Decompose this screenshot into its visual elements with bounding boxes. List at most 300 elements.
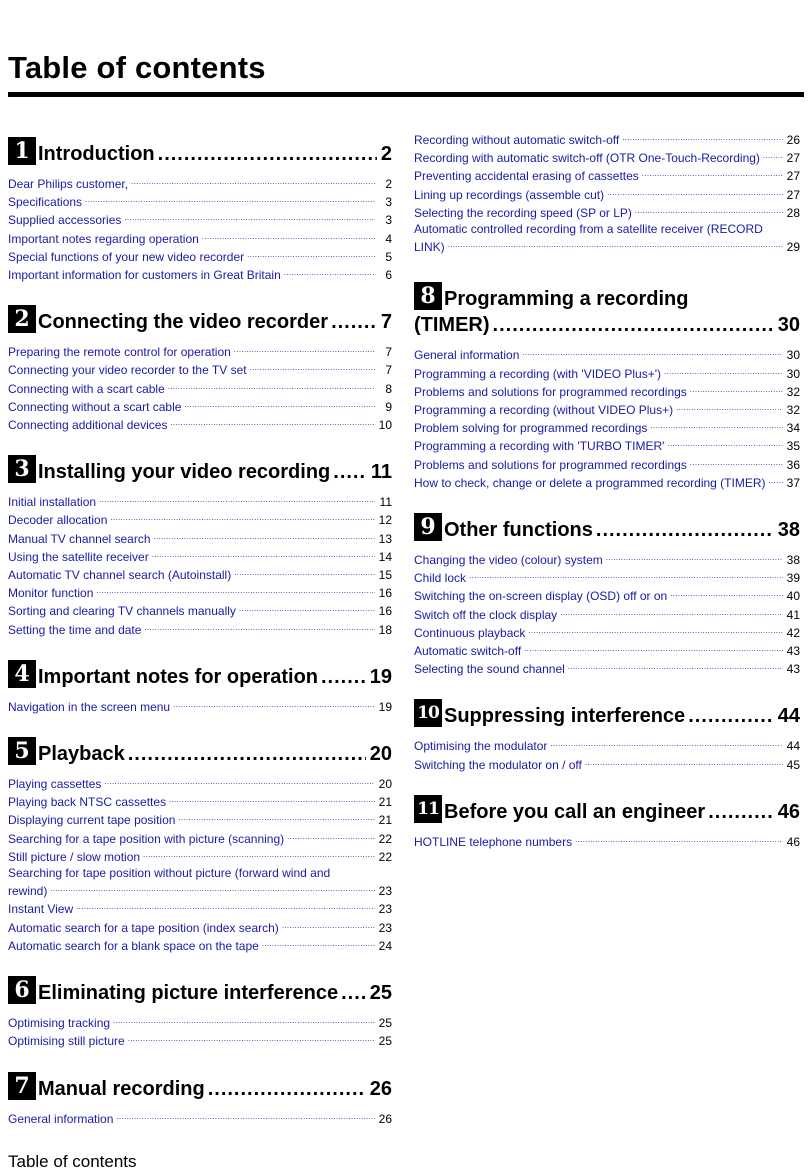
dot-leader: [96, 583, 375, 599]
toc-entry-title: Connecting without a scart cable: [8, 399, 182, 414]
toc-entry-line2: [414, 237, 800, 255]
toc-entry-title: Recording without automatic switch-off: [414, 133, 620, 147]
toc-entry-title: Still picture / slow motion: [8, 849, 141, 864]
dot-leader: [124, 210, 375, 226]
toc-entry-link[interactable]: [8, 899, 392, 917]
toc-entry-page: 45: [786, 757, 800, 772]
toc-entry-title: Selecting the recording speed (SP or LP): [414, 205, 632, 220]
toc-entry-title: Searching for tape position without picture (forward wind and: [8, 866, 331, 881]
toc-entry-title: Playing back NTSC cassettes: [8, 795, 167, 810]
dot-leader: [169, 792, 375, 808]
toc-entry-title: Automatic search for a tape position (index search): [8, 920, 279, 935]
toc-entry-page: 2: [385, 177, 392, 191]
toc-entry-page: 38: [786, 553, 800, 568]
toc-section-4: [8, 661, 392, 715]
toc-entry-title: Lining up recordings (assemble cut): [414, 187, 605, 202]
toc-entry-link[interactable]: [8, 810, 392, 828]
dot-leader: [522, 345, 783, 361]
toc-section-9: [414, 514, 800, 677]
chapter-heading-text: [38, 981, 392, 1005]
dot-leader: [690, 382, 783, 398]
toc-left-column: [8, 138, 392, 1150]
toc-entry-link[interactable]: [8, 829, 392, 847]
toc-entry-page: 37: [786, 475, 800, 490]
toc-entry-title: Automatic TV channel search (Autoinstall): [8, 568, 232, 583]
dot-leader: [606, 550, 783, 566]
toc-entry-page: 32: [786, 403, 800, 418]
toc-entry-page: 25: [378, 1034, 392, 1049]
chapter-heading-line2: [414, 313, 800, 337]
dot-leader: [284, 265, 375, 281]
chapter-heading-link[interactable]: [8, 1073, 392, 1101]
dot-leader: [170, 415, 375, 431]
chapter-title: Important notes for operation: [38, 665, 318, 688]
dot-leader: [635, 203, 783, 219]
toc-entry-link[interactable]: [8, 918, 392, 936]
dot-leader: [128, 742, 366, 766]
toc-entry-page: 5: [385, 249, 392, 264]
toc-entry-title: Programming a recording with 'TURBO TIMER': [414, 439, 665, 454]
toc-entry-title: Decoder allocation: [8, 513, 108, 528]
chapter-number-badge: 1: [8, 137, 36, 165]
chapter-number-badge: 3: [8, 455, 36, 483]
chapter-page: 19: [369, 665, 392, 688]
toc-entry-page: 9: [385, 399, 392, 414]
dot-leader: [128, 1031, 375, 1047]
toc-entry-link[interactable]: [8, 847, 392, 865]
toc-entry-title: HOTLINE telephone numbers: [414, 834, 573, 849]
dot-leader: [168, 379, 375, 395]
toc-entry-title: Displaying current tape position: [8, 813, 176, 828]
chapter-title: Installing your video recording: [38, 461, 331, 484]
toc-entry-page: 27: [786, 151, 800, 166]
toc-entry-title-cont: rewind): [8, 884, 48, 899]
toc-entry-page: 27: [786, 187, 800, 202]
toc-entry-link[interactable]: [8, 697, 392, 715]
chapter-heading-link[interactable]: [414, 700, 800, 728]
dot-leader: [568, 659, 783, 675]
toc-section-8: [414, 283, 800, 491]
toc-entry-page: 21: [378, 813, 392, 828]
toc-entry-title: Switch off the clock display: [414, 607, 558, 622]
toc-section-6: [8, 977, 392, 1049]
toc-entry-list: [414, 736, 800, 772]
chapter-heading-text: [38, 142, 392, 166]
toc-entry-link[interactable]: [8, 247, 392, 265]
toc-entry-page: 23: [378, 902, 392, 917]
toc-entry-page: 29: [786, 240, 800, 255]
chapter-title: Introduction: [38, 143, 155, 165]
chapter-number-badge: 9: [414, 513, 442, 541]
dot-leader: [596, 518, 774, 542]
toc-entry-title: Continuous playback: [414, 625, 526, 640]
toc-entry-page: 11: [379, 495, 392, 510]
title-rule: [8, 92, 804, 97]
toc-entry-link[interactable]: [414, 130, 800, 148]
toc-entry-page: 32: [786, 384, 800, 399]
dot-leader: [152, 547, 375, 563]
chapter-heading-link[interactable]: [414, 283, 800, 337]
toc-entry-link[interactable]: [414, 418, 800, 436]
toc-entry-page: 12: [378, 513, 392, 528]
toc-right-column: [414, 130, 800, 873]
chapter-page: 7: [380, 311, 392, 334]
chapter-heading-text: [444, 704, 800, 728]
chapter-heading-link[interactable]: [8, 977, 392, 1005]
dot-leader: [144, 620, 375, 636]
toc-entry-title: Optimising still picture: [8, 1034, 125, 1049]
toc-section-11: [414, 796, 800, 850]
dot-leader: [234, 565, 375, 581]
toc-entry-link[interactable]: [414, 550, 800, 568]
chapter-page: 38: [777, 519, 800, 542]
toc-entry-title: Supplied accessories: [8, 213, 122, 228]
toc-entry-page: 41: [786, 607, 800, 622]
toc-entry-title: Selecting the sound channel: [414, 662, 565, 677]
toc-entry-title: Switching the on-screen display (OSD) off or on: [414, 589, 668, 604]
chapter-page: 44: [777, 705, 800, 728]
toc-entry-link[interactable]: [8, 360, 392, 378]
toc-entry-title: General information: [414, 348, 520, 363]
chapter-title: Programming a recording: [444, 288, 689, 311]
toc-entry-title: Setting the time and date: [8, 622, 142, 637]
toc-entry-link[interactable]: [8, 192, 392, 210]
toc-entry-list: [8, 697, 392, 715]
chapter-heading-link[interactable]: [8, 138, 392, 166]
toc-entry-link[interactable]: [414, 400, 800, 418]
dot-leader: [448, 237, 783, 253]
dot-leader: [763, 148, 783, 164]
toc-entry-list: [8, 1109, 392, 1127]
toc-entry-title: Problem solving for programmed recordings: [414, 421, 648, 436]
toc-entry-link[interactable]: [414, 382, 800, 400]
toc-entry-link[interactable]: [414, 221, 800, 255]
toc-entry-list: [414, 345, 800, 491]
toc-entry-page: 26: [378, 1111, 392, 1126]
chapter-number-badge: 6: [8, 976, 36, 1004]
dot-leader: [131, 174, 375, 190]
toc-entry-link[interactable]: [414, 166, 800, 184]
toc-entry-title: Preventing accidental erasing of cassettes: [414, 169, 639, 184]
toc-entry-page: 35: [786, 439, 800, 454]
toc-entry-link[interactable]: [8, 1013, 392, 1031]
dot-leader: [99, 492, 375, 508]
toc-entry-title: Recording with automatic switch-off (OTR One-Touch-Recording): [414, 151, 760, 166]
toc-section-7: [8, 1073, 392, 1127]
chapter-title: Manual recording: [38, 1077, 205, 1100]
dot-leader: [650, 418, 783, 434]
toc-entry-title: Specifications: [8, 195, 83, 210]
toc-entry-title: Navigation in the screen menu: [8, 699, 171, 714]
chapter-number-badge: 2: [8, 305, 36, 333]
toc-entry-page: 16: [378, 604, 392, 619]
toc-entry-page: 34: [786, 421, 800, 436]
dot-leader: [667, 436, 783, 452]
toc-entry-page: 24: [378, 938, 392, 953]
chapter-number-badge: 5: [8, 737, 36, 765]
chapter-number-badge: 8: [414, 282, 442, 310]
toc-entry-link[interactable]: [414, 203, 800, 221]
toc-entry-link[interactable]: [8, 565, 392, 583]
chapter-heading-text: [38, 310, 392, 334]
dot-leader: [341, 981, 366, 1005]
toc-entry-link[interactable]: [414, 641, 800, 659]
toc-entry-title: Monitor function: [8, 586, 94, 601]
chapter-heading-text: [444, 800, 800, 824]
toc-entry-title: Automatic controlled recording from a satellite receiver (RECORD: [414, 222, 763, 237]
toc-entry-link[interactable]: [8, 936, 392, 954]
dot-leader: [239, 601, 375, 617]
dot-leader: [116, 1109, 375, 1125]
toc-entry-link[interactable]: [8, 492, 392, 510]
chapter-page: 20: [369, 743, 392, 766]
chapter-heading-text: [38, 1077, 392, 1101]
toc-entry-page: 39: [786, 571, 800, 586]
toc-entry-title: Important notes regarding operation: [8, 231, 199, 246]
dot-leader: [113, 1013, 375, 1029]
toc-entry-link[interactable]: [8, 379, 392, 397]
dot-leader: [528, 623, 783, 639]
toc-entry-link[interactable]: [8, 229, 392, 247]
toc-entry-link[interactable]: [414, 364, 800, 382]
chapter-page: 2: [380, 143, 392, 165]
toc-section-2: [8, 306, 392, 433]
dot-leader: [154, 529, 375, 545]
dot-leader: [560, 605, 783, 621]
toc-entry-page: 3: [385, 213, 392, 228]
toc-entry-page: 10: [378, 418, 392, 433]
toc-entry-title: Dear Philips customer,: [8, 177, 129, 191]
dot-leader: [234, 342, 375, 358]
toc-entry-title: Using the satellite receiver: [8, 549, 149, 564]
dot-leader: [158, 142, 377, 166]
toc-entry-link[interactable]: [414, 586, 800, 604]
dot-leader: [688, 704, 774, 728]
toc-entry-page: 16: [378, 586, 392, 601]
dot-leader: [676, 400, 783, 416]
chapter-number-badge: 11: [414, 795, 442, 823]
toc-entry-title: Programming a recording (without VIDEO Plus+): [414, 403, 674, 418]
toc-entry-link[interactable]: [414, 605, 800, 623]
toc-entry-page: 30: [786, 348, 800, 363]
toc-entry-page: 23: [378, 920, 392, 935]
chapter-title: Suppressing interference: [444, 705, 686, 728]
chapter-heading-line1: [414, 283, 800, 311]
dot-leader: [708, 800, 774, 824]
toc-entry-page: 25: [378, 1016, 392, 1031]
chapter-number-badge: 4: [8, 660, 36, 688]
toc-entry-page: 21: [378, 795, 392, 810]
dot-leader: [493, 313, 774, 337]
chapter-heading-link[interactable]: [8, 456, 392, 484]
dot-leader: [550, 736, 783, 752]
toc-entry-link[interactable]: [414, 832, 800, 850]
toc-entry-title: Optimising tracking: [8, 1016, 111, 1031]
toc-entry-title: Playing cassettes: [8, 777, 102, 792]
chapter-page: 26: [369, 1077, 392, 1100]
toc-entry-link[interactable]: [414, 148, 800, 166]
toc-entry-link[interactable]: [8, 529, 392, 547]
dot-leader: [282, 918, 375, 934]
toc-entry-title: Programming a recording (with 'VIDEO Plus+'): [414, 366, 662, 381]
toc-entry-page: 30: [786, 366, 800, 381]
chapter-page: 30: [777, 314, 800, 337]
toc-entry-page: 3: [385, 195, 392, 210]
toc-entry-link[interactable]: [8, 865, 392, 899]
dot-leader: [287, 829, 375, 845]
toc-entry-title: Searching for a tape position with picture (scanning): [8, 831, 285, 846]
toc-entry-link[interactable]: [414, 755, 800, 773]
toc-entry-link[interactable]: [8, 792, 392, 810]
toc-section-3: [8, 456, 392, 638]
toc-entry-link[interactable]: [8, 620, 392, 638]
toc-entry-link[interactable]: [8, 1031, 392, 1049]
toc-entry-page: 42: [786, 625, 800, 640]
toc-entry-link[interactable]: [414, 736, 800, 754]
toc-entry-page: 28: [786, 205, 800, 220]
toc-entry-line2: [8, 881, 392, 899]
toc-entry-list: [8, 342, 392, 433]
toc-entry-page: 8: [385, 381, 392, 396]
toc-entry-page: 7: [385, 345, 392, 360]
toc-entry-title: Problems and solutions for programmed recordings: [414, 457, 687, 472]
chapter-title: Before you call an engineer: [444, 800, 706, 823]
toc-entry-page: 43: [786, 644, 800, 659]
toc-entry-link[interactable]: [414, 623, 800, 641]
toc-entry-title: General information: [8, 1111, 114, 1126]
toc-entry-list: [8, 1013, 392, 1049]
chapter-title-cont: (TIMER): [414, 314, 490, 337]
toc-entry-title: Important information for customers in Great Britain: [8, 268, 281, 283]
dot-leader: [262, 936, 375, 952]
chapter-heading-text: [38, 460, 392, 484]
toc-entry-page: 20: [378, 777, 392, 792]
toc-entry-link[interactable]: [414, 345, 800, 363]
toc-entry-page: 22: [378, 831, 392, 846]
dot-leader: [143, 847, 375, 863]
toc-entry-title: Automatic search for a blank space on the tape: [8, 938, 259, 953]
dot-leader: [208, 1077, 366, 1101]
toc-entry-link[interactable]: [8, 510, 392, 528]
toc-entry-link[interactable]: [414, 436, 800, 454]
toc-entry-page: 27: [786, 169, 800, 184]
toc-entry-page: 7: [385, 363, 392, 378]
toc-entry-list: [8, 492, 392, 638]
toc-entry-link[interactable]: [8, 342, 392, 360]
chapter-heading-link[interactable]: [8, 738, 392, 766]
chapter-page: 25: [369, 982, 392, 1005]
toc-entry-page: 44: [786, 739, 800, 754]
dot-leader: [524, 641, 783, 657]
toc-entry-page: 19: [378, 699, 392, 714]
chapter-heading-link[interactable]: [8, 661, 392, 689]
dot-leader: [664, 364, 783, 380]
toc-entry-link[interactable]: [8, 265, 392, 283]
toc-entry-title: Preparing the remote control for operation: [8, 345, 231, 360]
dot-leader: [247, 247, 375, 263]
dot-leader: [85, 192, 375, 208]
chapter-heading-link[interactable]: [414, 796, 800, 824]
toc-entry-title-cont: LINK): [414, 240, 445, 255]
toc-entry-link[interactable]: [8, 1109, 392, 1127]
chapter-title: Eliminating picture interference: [38, 982, 339, 1005]
chapter-heading-text: [444, 518, 800, 542]
toc-entry-link[interactable]: [8, 397, 392, 415]
chapter-heading-link[interactable]: [414, 514, 800, 542]
toc-entry-link[interactable]: [8, 415, 392, 433]
toc-entry-link[interactable]: [414, 185, 800, 203]
toc-entry-title: Sorting and clearing TV channels manually: [8, 604, 236, 619]
toc-entry-link[interactable]: [414, 455, 800, 473]
chapter-heading-link[interactable]: [8, 306, 392, 334]
toc-entry-link[interactable]: [414, 659, 800, 677]
dot-leader: [50, 881, 375, 897]
toc-entry-title: Connecting with a scart cable: [8, 381, 165, 396]
dot-leader: [622, 130, 783, 146]
toc-entry-page: 36: [786, 457, 800, 472]
toc-entry-list: [414, 832, 800, 850]
toc-entry-link[interactable]: [8, 774, 392, 792]
chapter-page: 11: [370, 461, 392, 484]
toc-entry-title: Child lock: [414, 571, 467, 586]
dot-leader: [670, 586, 783, 602]
toc-entry-title: Manual TV channel search: [8, 531, 151, 546]
toc-entry-page: 18: [378, 622, 392, 637]
toc-entry-title: Special functions of your new video recorder: [8, 249, 245, 264]
toc-entry-page: 40: [786, 589, 800, 604]
chapter-title: Other functions: [444, 519, 593, 542]
toc-continued-list: [414, 130, 800, 255]
toc-entry-link[interactable]: [8, 601, 392, 619]
toc-entry-page: 43: [786, 662, 800, 677]
chapter-number-badge: 10: [414, 699, 442, 727]
toc-entry-page: 13: [378, 531, 392, 546]
dot-leader: [250, 360, 375, 376]
toc-entry-title: Automatic switch-off: [414, 644, 522, 659]
dot-leader: [575, 832, 783, 848]
chapter-title: Connecting the video recorder: [38, 311, 329, 334]
toc-entry-link[interactable]: [8, 583, 392, 601]
dot-leader: [110, 510, 375, 526]
dot-leader: [690, 455, 783, 471]
chapter-heading-text: [38, 742, 392, 766]
toc-entry-link[interactable]: [8, 547, 392, 565]
dot-leader: [104, 774, 375, 790]
dot-leader: [469, 568, 783, 584]
toc-section-10: [414, 700, 800, 772]
chapter-title: Playback: [38, 743, 125, 766]
dot-leader: [331, 310, 377, 334]
toc-entry-link[interactable]: [8, 174, 392, 192]
dot-leader: [607, 185, 783, 201]
toc-entry-title: Switching the modulator on / off: [414, 757, 582, 772]
toc-entry-list: [8, 174, 392, 283]
toc-entry-link[interactable]: [8, 210, 392, 228]
toc-entry-link[interactable]: [414, 473, 800, 491]
toc-entry-title: Connecting additional devices: [8, 418, 168, 433]
toc-entry-link[interactable]: [414, 568, 800, 586]
dot-leader: [642, 166, 783, 182]
dot-leader: [202, 229, 375, 245]
toc-entry-page: 26: [786, 133, 800, 147]
toc-entry-page: 14: [378, 549, 392, 564]
chapter-number-badge: 7: [8, 1072, 36, 1100]
toc-entry-page: 22: [378, 849, 392, 864]
toc-entry-list: [8, 774, 392, 954]
toc-entry-title: Changing the video (colour) system: [414, 553, 603, 568]
dot-leader: [585, 755, 783, 771]
toc-entry-title: Initial installation: [8, 495, 97, 510]
